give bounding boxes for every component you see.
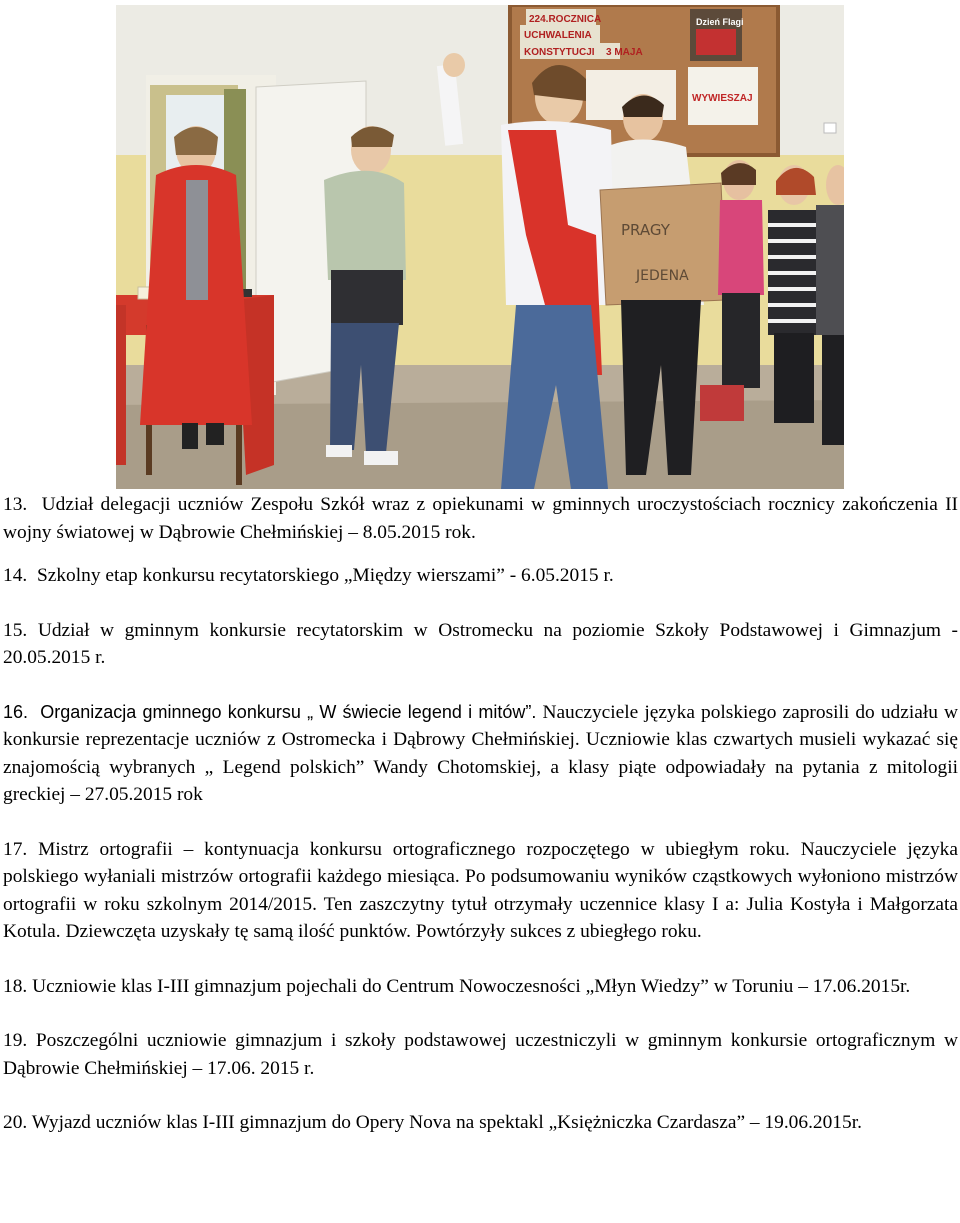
list-item-16 — [3, 699, 958, 809]
board-text-3: KONSTYTUCJI — [524, 47, 595, 58]
item-number: 15. — [3, 619, 28, 641]
poster-small-text: Dzień Flagi — [696, 17, 744, 27]
list-item-13 — [3, 491, 958, 546]
item-text: Nauczyciele języka polskiego zaprosili do udziału w konkursie reprezentacje uczniów z Ostromecka i Dąbrowy Chełmińskiej. Uczniowie klas czwartych musieli wykazać się znajomością wybranych „ Legend polskich” Wandy Chotomskiej, a klasy piąte odpowiadały na pytania z mitologii greckiej – 27.05.2015 rok — [3, 701, 959, 805]
list-item-14 — [3, 562, 958, 590]
item-text: Udział delegacji uczniów Zespołu Szkół wraz z opiekunami w gminnych uroczystościach rocznicy zakończenia II wojny światowej w Dąbrowie Chełmińskiej – 8.05.2015 rok. — [3, 494, 959, 543]
item-text: Poszczególni uczniowie gimnazjum i szkoły podstawowej uczestniczyli w gminnym konkursie ortograficznym w Dąbrowie Chełmińskiej – 17.06. 2015 r. — [3, 1030, 958, 1079]
cardboard-text-2: JEDENA — [636, 268, 689, 284]
item-number: 17. — [3, 838, 28, 860]
board-text-2: UCHWALENIA — [524, 30, 592, 41]
board-text-4: 3 MAJA — [606, 47, 643, 58]
item-text-heading: Organizacja gminnego konkursu „ W świecie legend i mitów”. — [40, 701, 537, 722]
document-body — [3, 491, 958, 1137]
item-text: Wyjazd uczniów klas I-III gimnazjum do Opery Nova na spektakl „Księżniczka Czardasza” – 19.06.2015r. — [31, 1112, 862, 1133]
item-number: 20. — [3, 1112, 28, 1133]
poster-big-text: WYWIESZAJ — [692, 93, 753, 104]
item-text: Udział w gminnym konkursie recytatorskim w Ostromecku na poziomie Szkoły Podstawowej i Gimnazjum - 20.05.2015 r. — [3, 619, 958, 668]
cardboard-text-1: PRAGY — [621, 221, 670, 239]
item-number: 14. — [3, 565, 28, 586]
item-text: Szkolny etap konkursu recytatorskiego „Między wierszami” - 6.05.2015 r. — [36, 565, 614, 586]
item-text: Uczniowie klas I-III gimnazjum pojechali do Centrum Nowoczesności „Młyn Wiedzy” w Toruniu – 17.06.2015r. — [32, 975, 911, 997]
item-number: 18. — [3, 975, 28, 997]
item-number: 13. — [3, 494, 28, 515]
list-item-20 — [3, 1109, 958, 1137]
list-item-17 — [3, 836, 958, 946]
item-text: Mistrz ortografii – kontynuacja konkursu ortograficznego rozpoczętego w ubiegłym roku. Nauczyciele języka polskiego wyłaniali mistrzów ortografii każdego miesiąca. Po podsumowaniu wyników cząstkowych wyłoniono mistrzów ortografii w roku szkolnym 2014/2015. Ten zaszczytny tytuł otrzymały uczennice klasy I a: Julia Kostyła i Małgorzata Kotula. Dziewczęta uzyskały tę samą ilość punktów. Powtórzyły sukces z ubiegłego roku. — [3, 838, 958, 942]
item-number: 19. — [3, 1030, 28, 1051]
item-number: 16. — [3, 701, 29, 722]
event-photo — [116, 5, 844, 489]
list-item-19 — [3, 1027, 958, 1082]
striped-dress — [768, 210, 820, 335]
list-item-15 — [3, 617, 958, 672]
list-item-18 — [3, 973, 958, 1001]
board-text-1: 224.ROCZNICA — [529, 14, 602, 25]
